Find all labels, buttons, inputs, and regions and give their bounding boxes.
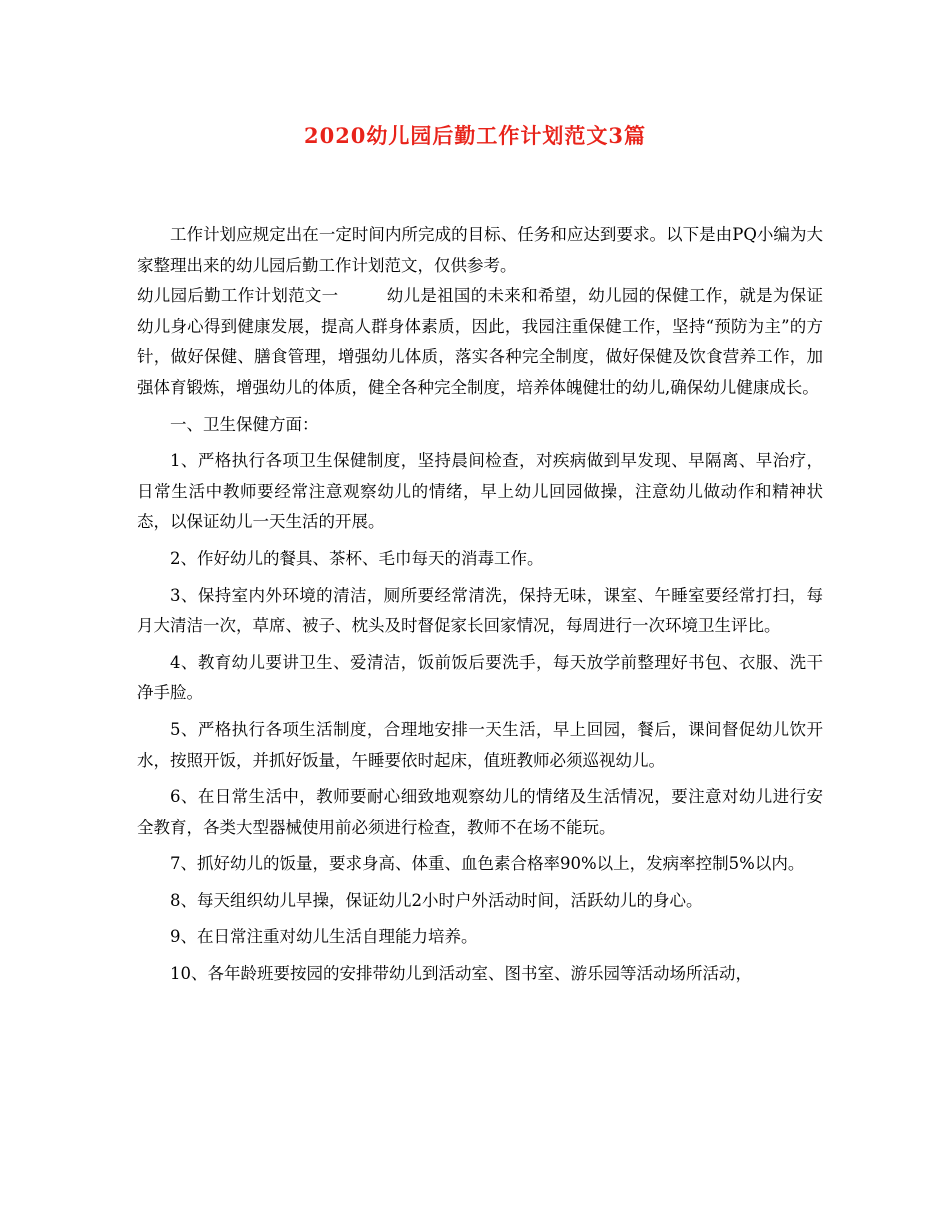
section1-heading: 幼儿园后勤工作计划范文一 — [137, 286, 339, 306]
list-item: 1、严格执行各项卫生保健制度，坚持晨间检查，对疾病做到早发现、早隔离、早治疗，日常生活中教师要经常注意观察幼儿的情绪，早上幼儿回园做操，注意幼儿做动作和精神状态，以保证幼儿一天生活的开展。 — [137, 451, 823, 532]
intro-paragraph: 工作计划应规定出在一定时间内所完成的目标、任务和应达到要求。以下是由PQ小编为大家整理出来的幼儿园后勤工作计划范文，仅供参考。 — [137, 225, 823, 275]
list-item: 5、严格执行各项生活制度，合理地安排一天生活，早上回园，餐后，课间督促幼儿饮开水，按照开饭，并抓好饭量，午睡要依时起床，值班教师必须巡视幼儿。 — [137, 719, 823, 770]
list-item: 8、每天组织幼儿早操，保证幼儿2小时户外活动时间，活跃幼儿的身心。 — [170, 890, 703, 910]
section1-lead: 幼儿是祖国的未来和希望，幼儿园的保健工作，就是为保证幼儿身心得到健康发展，提高人群身体素质，因此，我园注重保健工作，坚持“预防为主”的方针，做好保健、膳食管理，增强幼儿体质，落实各种完全制度，做好保健及饮食营养工作，加强体育锻炼，增强幼儿的体质，健全各种完全制度，培养体魄健壮的幼儿,确保幼儿健康成长。 — [137, 286, 824, 397]
list-item: 2、作好幼儿的餐具、茶杯、毛巾每天的消毒工作。 — [170, 548, 544, 568]
list-item: 3、保持室内外环境的清洁，厕所要经常清洗，保持无味，课室、午睡室要经常打扫，每月大清洁一次，草席、被子、枕头及时督促家长回家情况，每周进行一次环境卫生评比。 — [137, 585, 823, 636]
document-title: 2020幼儿园后勤工作计划范文3篇 — [303, 123, 647, 148]
list-item: 7、抓好幼儿的饭量，要求身高、体重、血色素合格率90%以上，发病率控制5%以内。 — [170, 854, 805, 874]
subheading-health: 一、卫生保健方面： — [170, 414, 319, 434]
list-item: 9、在日常注重对幼儿生活自理能力培养。 — [170, 927, 478, 947]
list-item: 4、教育幼儿要讲卫生、爱清洁，饭前饭后要洗手，每天放学前整理好书包、衣服、洗干净手脸。 — [137, 652, 823, 703]
section1-paragraph — [137, 281, 823, 403]
list-item: 6、在日常生活中，教师要耐心细致地观察幼儿的情绪及生活情况，要注意对幼儿进行安全教育，各类大型器械使用前必须进行检查，教师不在场不能玩。 — [137, 787, 823, 837]
list-item: 10、各年龄班要按园的安排带幼儿到活动室、图书室、游乐园等活动场所活动， — [170, 964, 752, 984]
document-body — [137, 220, 823, 990]
